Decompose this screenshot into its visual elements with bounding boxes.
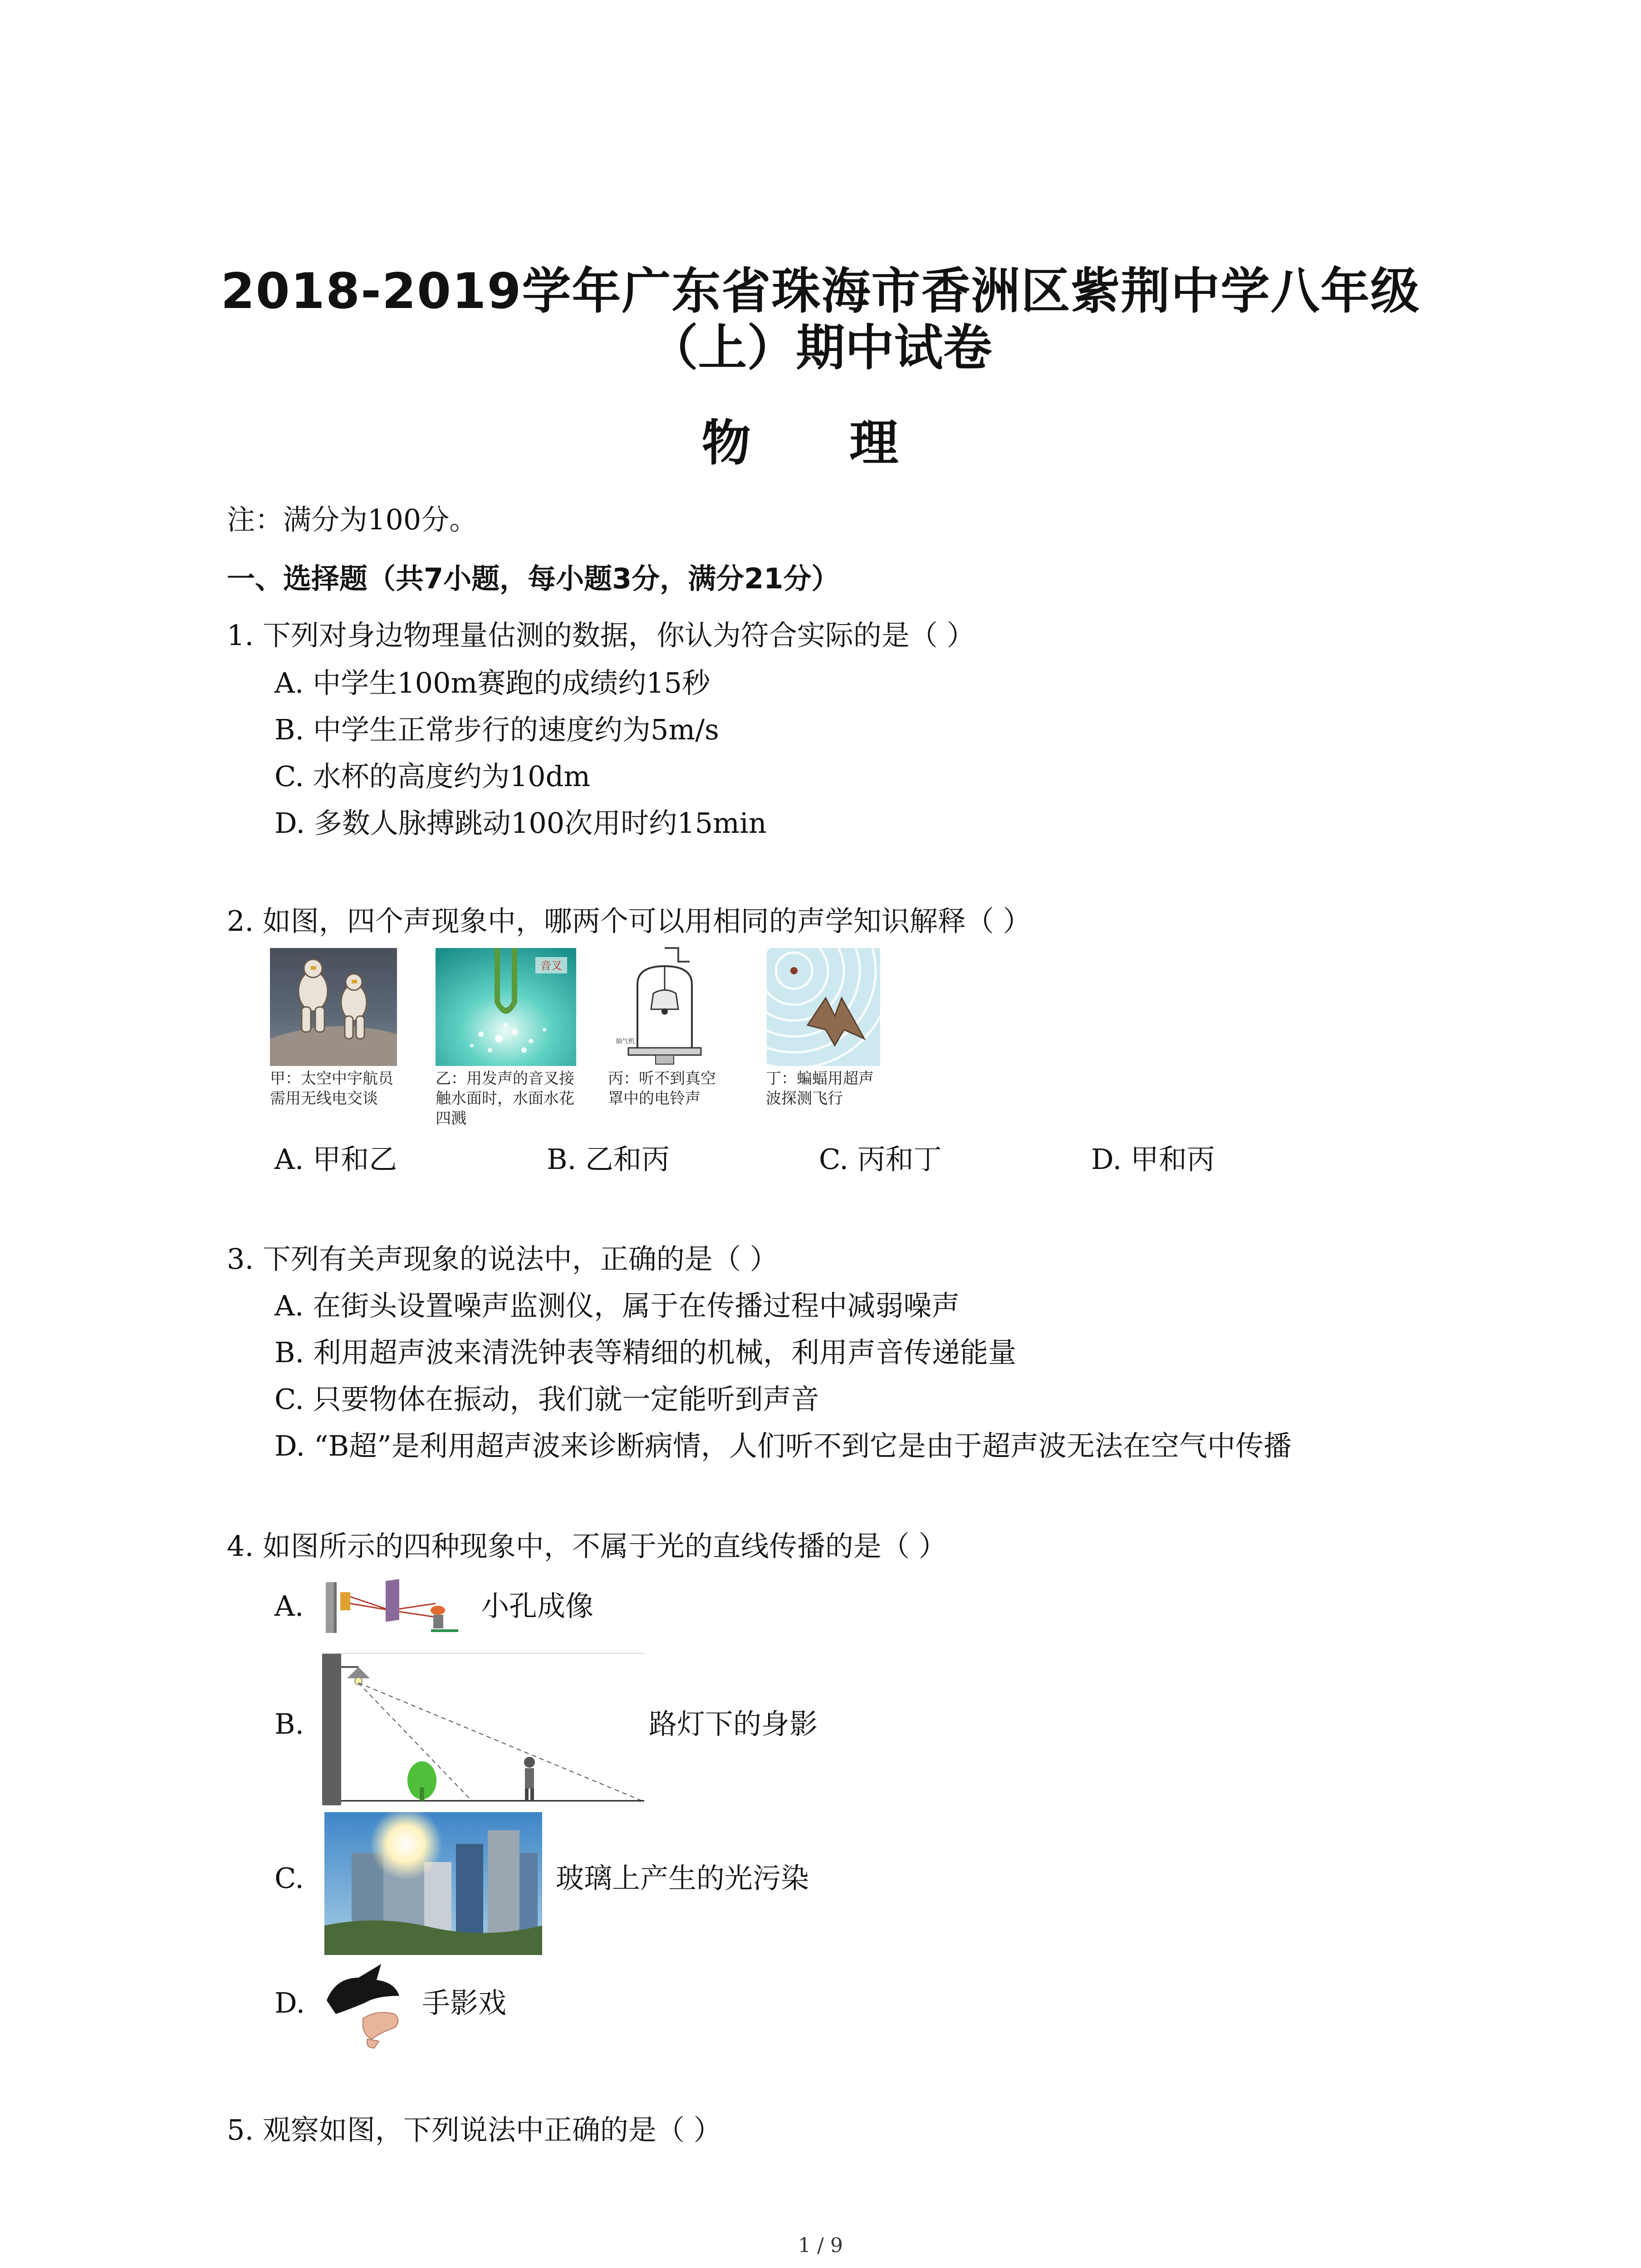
pinhole-imaging-image [322, 1579, 472, 1637]
q1-option-b: B. 中学生正常步行的速度约为5m/s [274, 713, 719, 746]
q4-option-d-letter: D. [274, 1986, 305, 2019]
q3-option-a: A. 在街头设置噪声监测仪，属于在传播过程中减弱噪声 [274, 1289, 960, 1322]
q1-option-a: A. 中学生100m赛跑的成绩约15秒 [274, 666, 710, 699]
tuning-fork-water-image [436, 948, 576, 1066]
q4-option-b-letter: B. [274, 1707, 304, 1740]
q2-option-c: C. 丙和丁 [819, 1143, 942, 1176]
q1-option-c: C. 水杯的高度约为10dm [274, 760, 591, 793]
fig-caption-bing-2: 罩中的电铃声 [608, 1090, 700, 1108]
q2-option-a: A. 甲和乙 [274, 1143, 397, 1176]
exam-subject: 物 理 [701, 415, 940, 472]
question-5-stem: 5. 观察如图，下列说法中正确的是（ ） [227, 2113, 722, 2146]
q4-option-d-text: 手影戏 [422, 1986, 507, 2019]
q4-option-a-text: 小孔成像 [481, 1589, 594, 1623]
fig-caption-bing-1: 丙：听不到真空 [608, 1070, 716, 1088]
q3-option-b: B. 利用超声波来清洗钟表等精细的机械，利用声音传递能量 [274, 1336, 1016, 1369]
score-note: 注：满分为100分。 [227, 503, 478, 536]
tuning-fork-tag: 音叉 [540, 959, 562, 972]
q3-option-c: C. 只要物体在振动，我们就一定能听到声音 [274, 1383, 819, 1416]
q4-option-c-letter: C. [274, 1862, 304, 1895]
q1-option-d: D. 多数人脉搏跳动100次用时约15min [274, 807, 767, 840]
q4-option-a-letter: A. [274, 1589, 304, 1623]
question-3-stem: 3. 下列有关声现象的说法中，正确的是（ ） [227, 1242, 778, 1276]
fig-caption-yi-1: 乙：用发声的音叉接 [436, 1070, 574, 1088]
exam-title-line2: （上）期中试卷 [649, 320, 992, 376]
fig-caption-yi-2: 触水面时，水面水花 [436, 1090, 574, 1108]
q2-option-d: D. 甲和丙 [1091, 1143, 1215, 1176]
q3-option-d: D. “B超”是利用超声波来诊断病情，人们听不到它是由于超声波无法在空气中传播 [274, 1429, 1292, 1462]
fig-caption-jia-2: 需用无线电交谈 [270, 1090, 378, 1108]
fig-caption-ding-1: 丁：蝙蝠用超声 [766, 1070, 874, 1088]
question-1-stem: 1. 下列对身边物理量估测的数据，你认为符合实际的是（ ） [227, 619, 975, 652]
q4-option-b-text: 路灯下的身影 [649, 1707, 818, 1740]
q2-option-b: B. 乙和丙 [547, 1143, 670, 1176]
question-2-stem: 2. 如图，四个声现象中，哪两个可以用相同的声学知识解释（ ） [227, 904, 1031, 938]
street-lamp-shadow-image [320, 1651, 644, 1808]
glass-light-pollution-image [324, 1812, 542, 1955]
exam-title-line1: 2018-2019学年广东省珠海市香洲区紫荆中学八年级 [220, 263, 1421, 320]
q4-option-c-text: 玻璃上产生的光污染 [556, 1862, 809, 1895]
astronauts-image [270, 948, 397, 1066]
question-4-stem: 4. 如图所示的四种现象中，不属于光的直线传播的是（ ） [227, 1530, 947, 1563]
hand-shadow-image [322, 1960, 413, 2050]
bell-jar-tag: 抽气机 [616, 1038, 635, 1045]
page-number: 1 / 9 [798, 2234, 843, 2257]
fig-caption-jia-1: 甲：太空中宇航员 [270, 1070, 393, 1088]
vacuum-bell-jar-image [610, 943, 719, 1068]
fig-caption-yi-3: 四溅 [436, 1110, 466, 1128]
section-heading: 一、选择题（共7小题，每小题3分，满分21分） [227, 562, 840, 595]
bat-echolocation-image [767, 948, 880, 1066]
fig-caption-ding-2: 波探测飞行 [766, 1090, 843, 1108]
